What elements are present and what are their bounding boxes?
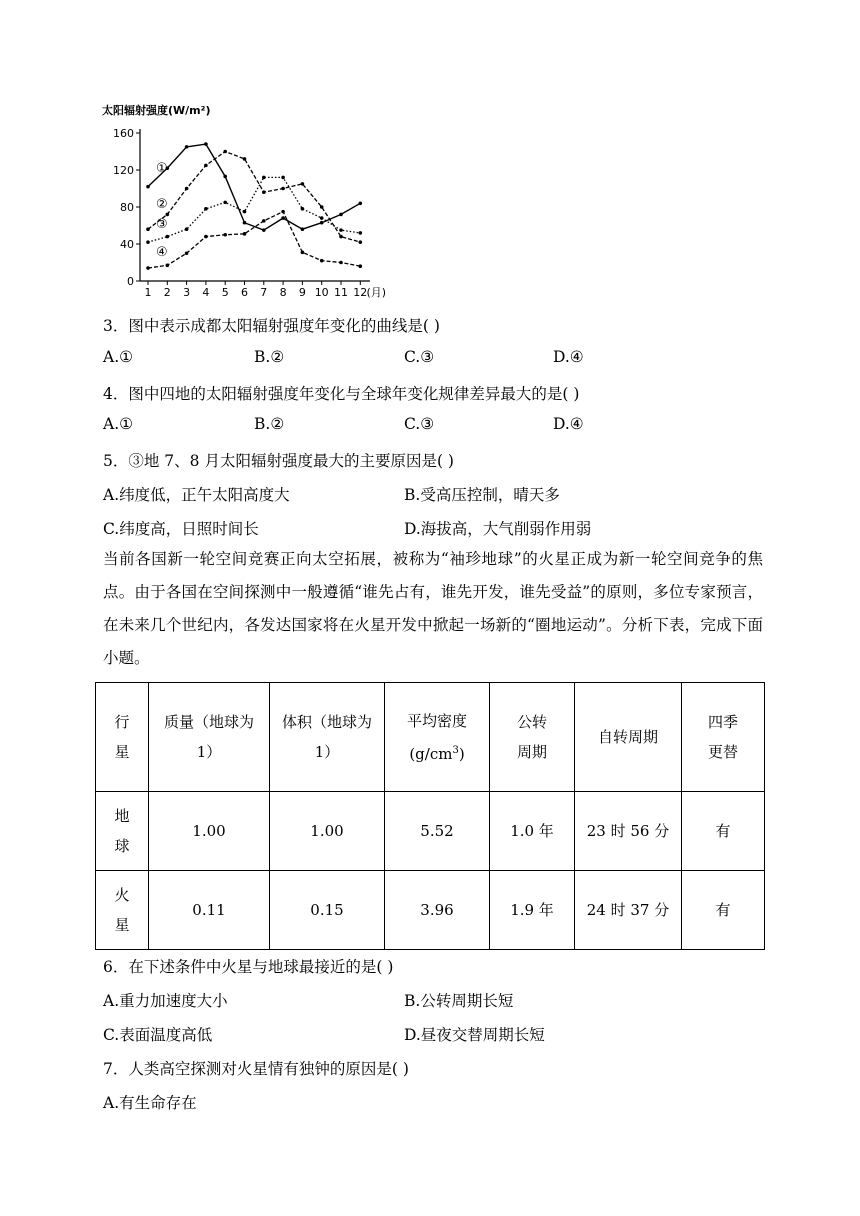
data-point-s1 xyxy=(223,175,227,179)
data-point-s3 xyxy=(320,216,324,220)
q5-option-a[interactable]: A.纬度低，正午太阳高度大 xyxy=(103,486,290,504)
data-point-s3 xyxy=(359,231,363,235)
header-rotation: 自转周期 xyxy=(597,728,658,746)
data-point-s4 xyxy=(281,210,285,214)
passage: 当前各国新一轮空间竞赛正向太空拓展，被称为“袖珍地球”的火星正成为新一轮空间竞争的焦点。由于各国在空间探测中一般遵循“谁先占有，谁先开发，谁先受益”的原则，多位专家预言，在未来几个世纪内，各发达国家将在火星开发中掀起一场新的“圈地运动”。分析下表，完成下面小题。 xyxy=(103,550,763,667)
q5-option-c[interactable]: C.纬度高，日照时间长 xyxy=(103,520,259,538)
q3-option-c[interactable]: C.③ xyxy=(404,348,435,366)
q4-option-d[interactable]: D.④ xyxy=(553,415,584,433)
x-tick-label: 8 xyxy=(279,286,287,299)
x-tick-label: 7 xyxy=(260,286,268,299)
data-point-s2 xyxy=(223,150,227,154)
series-line-2 xyxy=(148,152,360,243)
data-point-s4 xyxy=(166,263,170,267)
y-tick-label: 0 xyxy=(127,275,134,288)
data-point-s1 xyxy=(301,227,305,231)
y-tick-label: 40 xyxy=(120,238,134,251)
header-mass: 质量（地球为 1） xyxy=(164,713,255,761)
series-label-4: ④ xyxy=(156,245,168,260)
x-tick-label: 2 xyxy=(163,286,171,299)
cell-planet-earth: 地球 xyxy=(114,807,130,855)
cell-mars-mass: 0.11 xyxy=(149,871,270,950)
series-line-3 xyxy=(148,177,360,242)
data-point-s4 xyxy=(204,235,208,239)
data-point-s2 xyxy=(243,157,247,161)
header-seasons: 四季更替 xyxy=(707,713,738,761)
data-point-s2 xyxy=(262,190,266,194)
y-tick-label: 80 xyxy=(120,201,134,214)
data-point-s4 xyxy=(185,251,189,255)
y-axis-label: 太阳辐射强度(W/m²) xyxy=(102,104,211,117)
data-point-s1 xyxy=(281,216,285,220)
series-label-2: ② xyxy=(156,197,168,212)
data-point-s2 xyxy=(301,182,305,186)
data-point-s2 xyxy=(185,187,189,191)
data-point-s1 xyxy=(320,221,324,225)
q4-option-c[interactable]: C.③ xyxy=(404,415,435,433)
header-density: 平均密度$(g/cm^3)$ xyxy=(406,711,467,763)
data-point-s1 xyxy=(339,213,343,217)
data-point-s4 xyxy=(223,233,227,237)
x-tick-label: 6 xyxy=(241,286,248,299)
data-point-s1 xyxy=(204,142,208,146)
x-tick-label: 12 xyxy=(353,286,368,299)
table-row xyxy=(96,871,765,950)
data-point-s1 xyxy=(146,185,150,189)
question-7: 7．人类高空探测对火星情有独钟的原因是( ) xyxy=(103,1060,409,1078)
cell-mars-rotation: 24 时 37 分 xyxy=(575,871,682,950)
q3-option-a[interactable]: A.① xyxy=(103,348,134,366)
data-point-s4 xyxy=(359,264,363,268)
data-point-s3 xyxy=(204,207,208,211)
q6-option-a[interactable]: A.重力加速度大小 xyxy=(103,992,228,1010)
cell-earth-seasons: 有 xyxy=(682,792,765,871)
data-point-s1 xyxy=(243,221,247,225)
q7-option-a[interactable]: A.有生命存在 xyxy=(103,1094,197,1112)
chart-axes xyxy=(113,127,386,299)
data-point-s3 xyxy=(185,227,189,231)
data-point-s4 xyxy=(243,232,247,236)
data-point-s2 xyxy=(166,213,170,217)
series-line-1 xyxy=(148,144,360,230)
q3-option-b[interactable]: B.② xyxy=(254,348,285,366)
data-point-s1 xyxy=(359,202,363,206)
question-6: 6．在下述条件中火星与地球最接近的是( ) xyxy=(103,958,394,976)
data-point-s3 xyxy=(339,228,343,232)
q4-option-b[interactable]: B.② xyxy=(254,415,285,433)
table-row xyxy=(96,792,765,871)
data-point-s2 xyxy=(339,235,343,239)
data-point-s4 xyxy=(146,266,150,270)
data-point-s3 xyxy=(223,201,227,205)
series-label-3: ③ xyxy=(156,217,168,232)
x-tick-label: 3 xyxy=(183,286,191,299)
data-point-s3 xyxy=(281,176,285,180)
x-tick-label: 5 xyxy=(221,286,229,299)
cell-planet-mars: 火星 xyxy=(114,886,130,934)
data-point-s2 xyxy=(146,227,150,231)
header-planet: 行星 xyxy=(114,713,130,761)
q4-option-a[interactable]: A.① xyxy=(103,415,134,433)
question-5: 5．③地 7、8 月太阳辐射强度最大的主要原因是( ) xyxy=(103,452,454,470)
cell-earth-density: 5.52 xyxy=(385,792,490,871)
q5-option-b[interactable]: B.受高压控制，晴天多 xyxy=(404,486,560,504)
cell-mars-density: 3.96 xyxy=(385,871,490,950)
q6-option-d[interactable]: D.昼夜交替周期长短 xyxy=(404,1026,545,1044)
cell-mars-seasons: 有 xyxy=(682,871,765,950)
data-point-s4 xyxy=(320,259,324,263)
y-tick-label: 160 xyxy=(113,127,134,140)
data-point-s1 xyxy=(185,145,189,149)
cell-earth-mass: 1.00 xyxy=(149,792,270,871)
x-tick-label: 9 xyxy=(298,286,306,299)
cell-earth-rotation: 23 时 56 分 xyxy=(575,792,682,871)
data-point-s4 xyxy=(262,219,266,223)
data-point-s2 xyxy=(359,240,363,244)
data-point-s3 xyxy=(243,210,247,214)
question-3: 3．图中表示成都太阳辐射强度年变化的曲线是( ) xyxy=(103,317,440,335)
data-point-s2 xyxy=(320,205,324,209)
y-tick-label: 120 xyxy=(113,164,134,177)
cell-earth-volume: 1.00 xyxy=(270,792,385,871)
data-point-s3 xyxy=(166,235,170,239)
data-point-s3 xyxy=(262,176,266,180)
planet-table xyxy=(95,682,765,950)
x-tick-label: 11 xyxy=(334,286,348,299)
header-revolution: 公转周期 xyxy=(516,713,547,761)
table-header-row xyxy=(96,683,765,792)
chart-series xyxy=(146,142,362,270)
q5-option-d[interactable]: D.海拔高，大气削弱作用弱 xyxy=(404,520,592,538)
q6-option-c[interactable]: C.表面温度高低 xyxy=(103,1026,213,1044)
series-label-1: ① xyxy=(156,161,168,176)
data-point-s4 xyxy=(339,261,343,265)
header-volume: 体积（地球为 1） xyxy=(282,713,373,761)
cell-mars-volume: 0.15 xyxy=(270,871,385,950)
solar-radiation-chart xyxy=(100,98,387,299)
cell-mars-revolution: 1.9 年 xyxy=(490,871,575,950)
x-tick-label: 1 xyxy=(144,286,152,299)
data-point-s2 xyxy=(204,164,208,168)
x-tick-label: 10 xyxy=(314,286,329,299)
data-point-s3 xyxy=(146,240,150,244)
data-point-s2 xyxy=(281,187,285,191)
question-4: 4．图中四地的太阳辐射强度年变化与全球年变化规律差异最大的是( ) xyxy=(103,385,580,403)
data-point-s1 xyxy=(262,228,266,232)
x-tick-label: 4 xyxy=(202,286,210,299)
q6-option-b[interactable]: B.公转周期长短 xyxy=(404,992,514,1010)
q3-option-d[interactable]: D.④ xyxy=(553,348,584,366)
cell-earth-revolution: 1.0 年 xyxy=(490,792,575,871)
data-point-s4 xyxy=(301,251,305,255)
data-point-s3 xyxy=(301,207,305,211)
x-axis-unit: (月) xyxy=(366,286,387,299)
